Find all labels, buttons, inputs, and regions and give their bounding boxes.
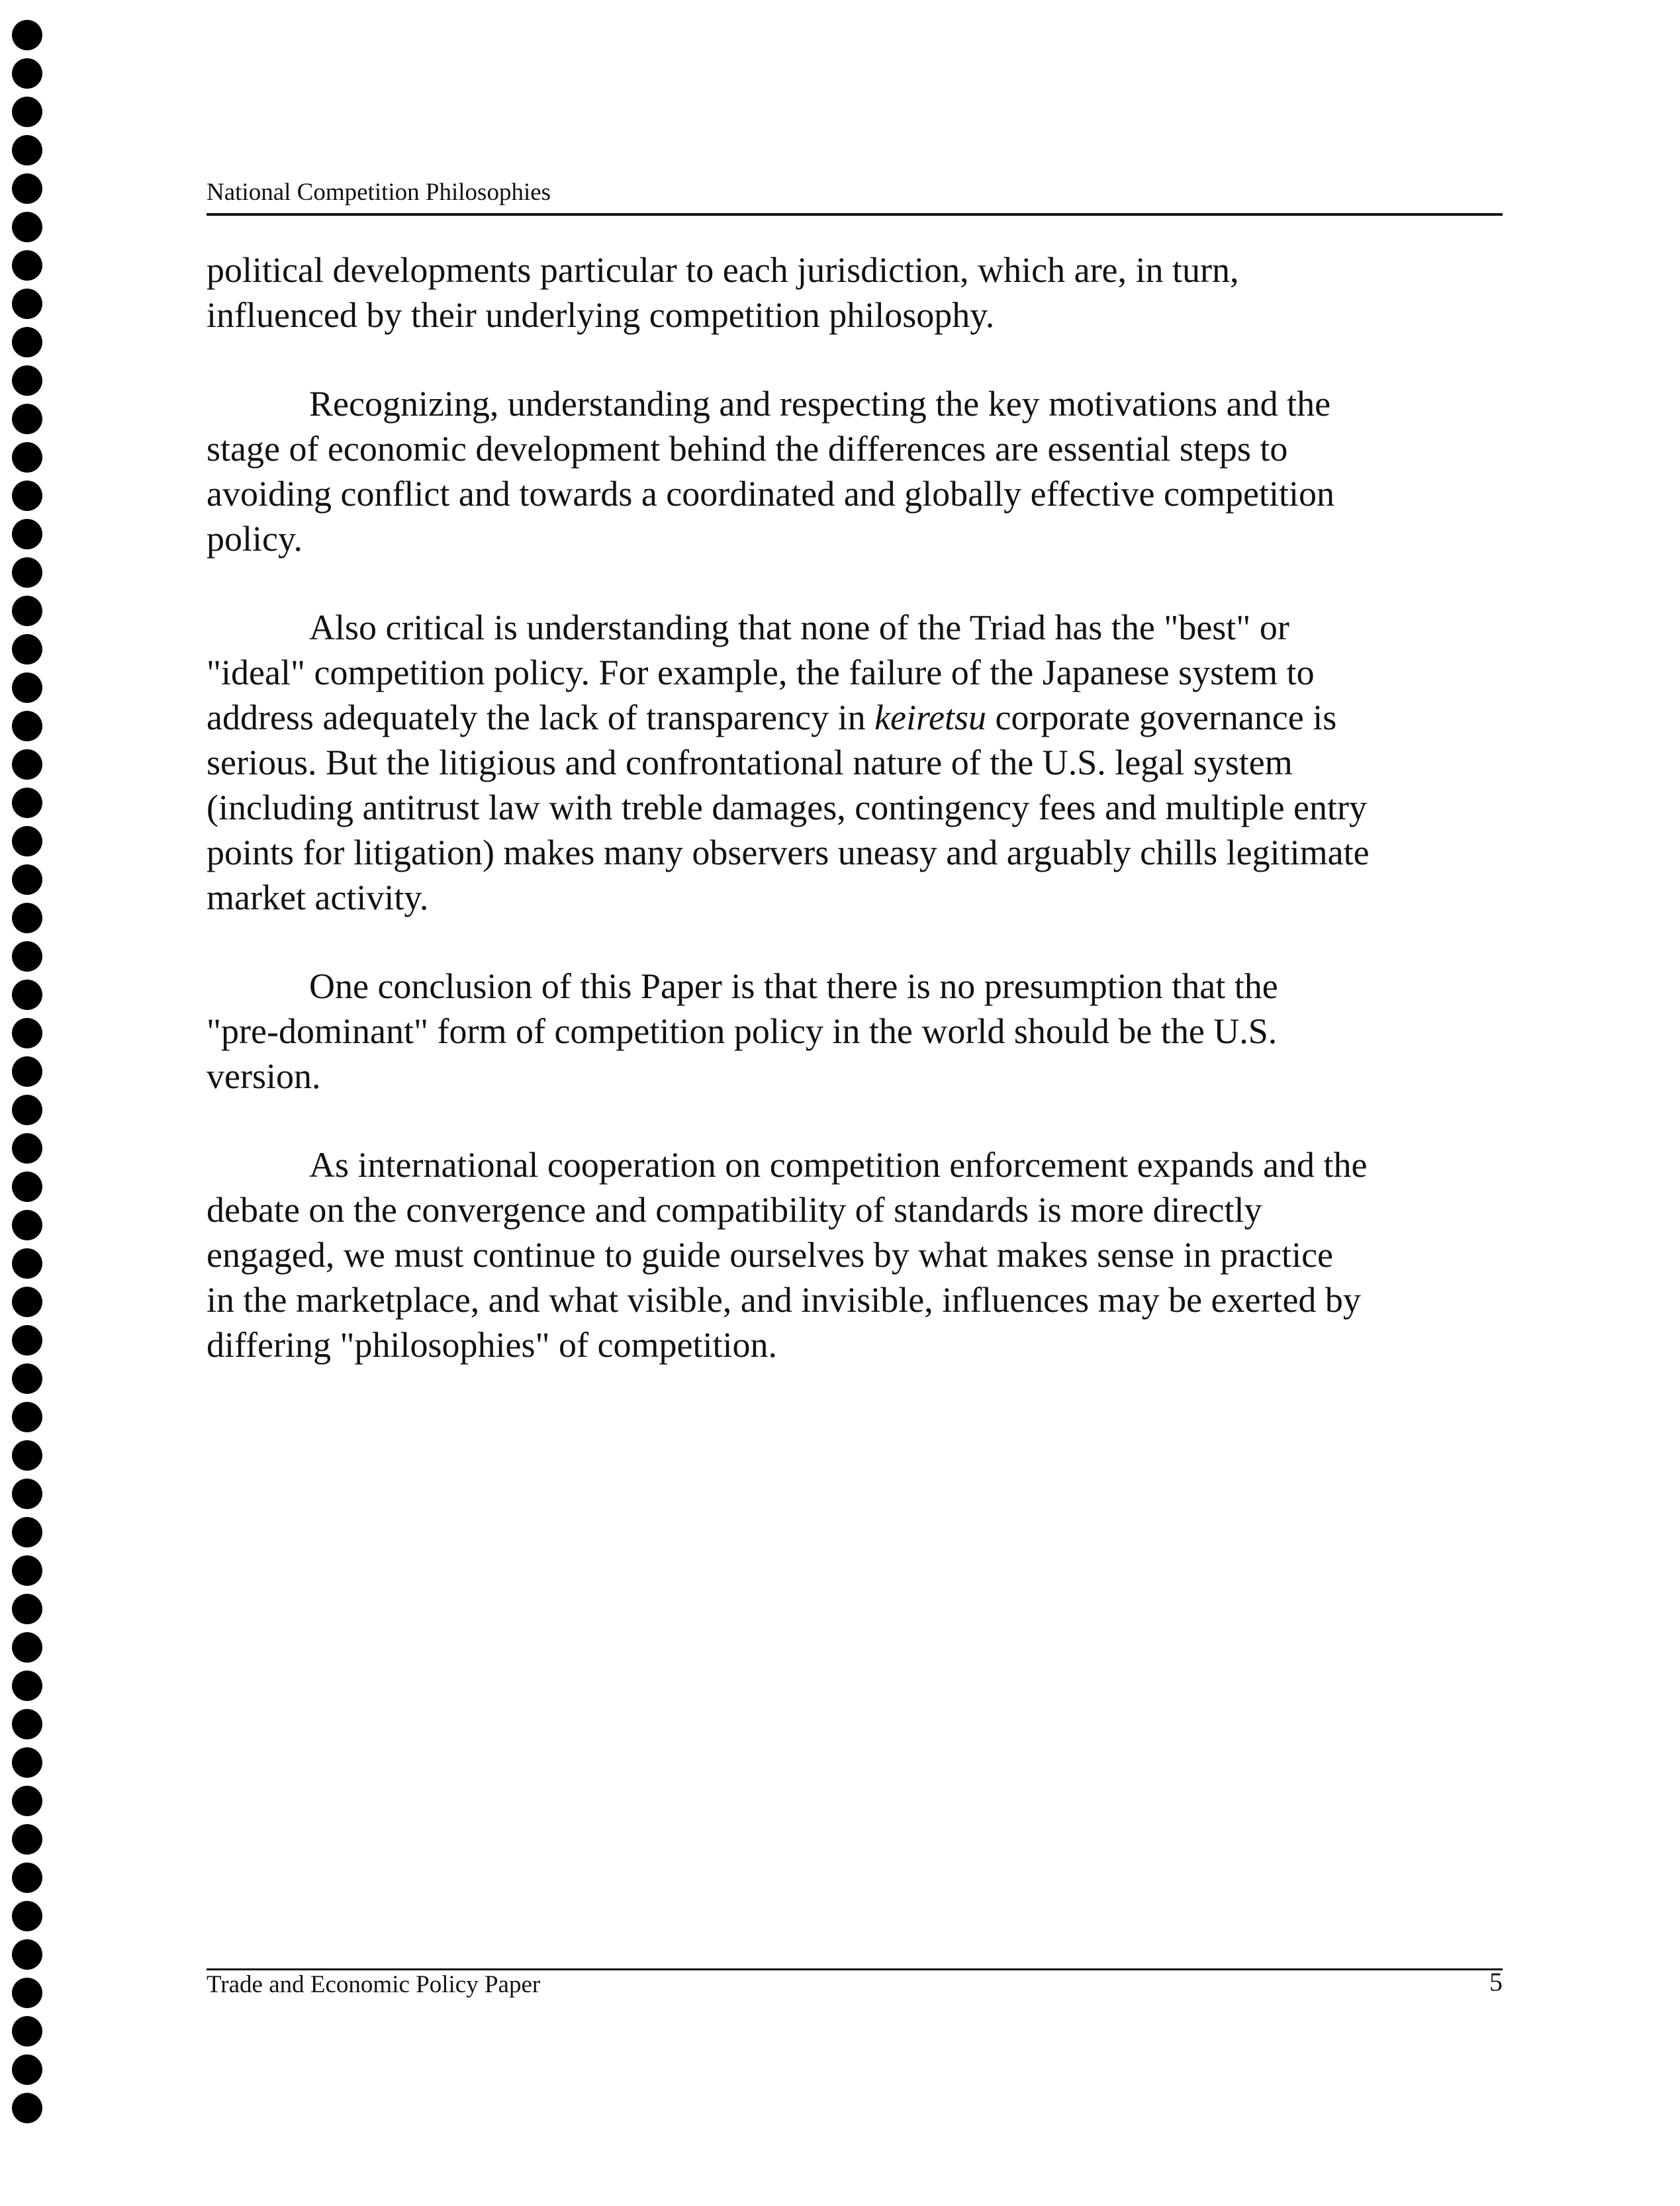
- text-line: Recognizing, understanding and respecting the key motivations and the: [309, 384, 1331, 424]
- punch-hole: [12, 1747, 42, 1778]
- punch-hole: [12, 596, 42, 626]
- punch-hole: [12, 442, 42, 473]
- paragraph-1: [207, 248, 1511, 338]
- punch-hole: [12, 2016, 42, 2046]
- punch-hole: [12, 557, 42, 588]
- paragraph-5: [207, 1142, 1511, 1367]
- footer-series-title: Trade and Economic Policy Paper: [207, 1971, 541, 1998]
- text-line: One conclusion of this Paper is that there is no presumption that the: [309, 966, 1278, 1006]
- text-line: Also critical is understanding that none of the Triad has the "best" or: [309, 608, 1289, 647]
- punch-hole: [12, 1901, 42, 1931]
- punch-hole: [12, 97, 42, 127]
- text-line: "ideal" competition policy. For example, the failure of the Japanese system to: [207, 653, 1315, 692]
- punch-hole: [12, 1824, 42, 1855]
- paragraph-3: [207, 605, 1511, 920]
- punch-hole: [12, 711, 42, 741]
- punch-hole: [12, 1133, 42, 1164]
- punch-hole: [12, 1402, 42, 1432]
- punch-hole: [12, 1210, 42, 1240]
- text-line: debate on the convergence and compatibility of standards is more directly: [207, 1190, 1262, 1230]
- running-header: National Competition Philosophies: [207, 179, 551, 206]
- punch-hole: [12, 519, 42, 549]
- text-line: points for litigation) makes many observers uneasy and arguably chills legitimate: [207, 833, 1370, 872]
- punch-hole: [12, 250, 42, 281]
- text-line: political developments particular to each jurisdiction, which are, in turn,: [207, 250, 1239, 290]
- punch-hole: [12, 1056, 42, 1087]
- punch-hole: [12, 135, 42, 165]
- text-segment: address adequately the lack of transparency in: [207, 698, 875, 737]
- punch-hole: [12, 672, 42, 703]
- text-line: "pre-dominant" form of competition policy in the world should be the U.S.: [207, 1011, 1278, 1051]
- punch-hole: [12, 903, 42, 933]
- punch-hole: [12, 1978, 42, 2008]
- italic-term: keiretsu: [874, 698, 987, 737]
- punch-hole: [12, 212, 42, 242]
- text-line: engaged, we must continue to guide ourselves by what makes sense in practice: [207, 1235, 1334, 1275]
- punch-hole: [12, 1325, 42, 1356]
- punch-hole: [12, 1939, 42, 1970]
- punch-hole: [12, 1287, 42, 1317]
- punch-hole: [12, 1862, 42, 1893]
- page-number: 5: [1489, 1967, 1503, 1997]
- text-line: avoiding conflict and towards a coordinated and globally effective competition: [207, 474, 1334, 514]
- punch-hole: [12, 327, 42, 357]
- text-line-with-italic: [207, 695, 1511, 740]
- binder-punch-holes: [12, 20, 49, 2204]
- punch-hole: [12, 1440, 42, 1471]
- punch-hole: [12, 1517, 42, 1547]
- punch-hole: [12, 20, 42, 50]
- text-line: (including antitrust law with treble damages, contingency fees and multiple entry: [207, 788, 1367, 827]
- punch-hole: [12, 1709, 42, 1739]
- punch-hole: [12, 749, 42, 780]
- text-line: in the marketplace, and what visible, and invisible, influences may be exerted by: [207, 1280, 1361, 1320]
- body-text: [207, 248, 1511, 1411]
- punch-hole: [12, 826, 42, 856]
- punch-hole: [12, 941, 42, 972]
- punch-hole: [12, 864, 42, 895]
- text-line: As international cooperation on competition enforcement expands and the: [309, 1145, 1368, 1185]
- punch-hole: [12, 481, 42, 511]
- punch-hole: [12, 1095, 42, 1125]
- text-line: market activity.: [207, 878, 429, 917]
- punch-hole: [12, 1248, 42, 1279]
- punch-hole: [12, 788, 42, 818]
- punch-hole: [12, 2093, 42, 2123]
- punch-hole: [12, 1363, 42, 1394]
- text-line: policy.: [207, 519, 303, 559]
- paragraph-4: [207, 964, 1511, 1099]
- punch-hole: [12, 1555, 42, 1586]
- punch-hole: [12, 58, 42, 89]
- text-line: stage of economic development behind the differences are essential steps to: [207, 429, 1288, 469]
- punch-hole: [12, 404, 42, 434]
- punch-hole: [12, 1594, 42, 1624]
- text-line: serious. But the litigious and confrontational nature of the U.S. legal system: [207, 743, 1293, 782]
- punch-hole: [12, 980, 42, 1010]
- paragraph-2: [207, 381, 1511, 561]
- punch-hole: [12, 2054, 42, 2085]
- text-line: version.: [207, 1056, 321, 1096]
- text-segment: corporate governance is: [986, 698, 1337, 737]
- punch-hole: [12, 1671, 42, 1701]
- punch-hole: [12, 365, 42, 396]
- punch-hole: [12, 1018, 42, 1048]
- punch-hole: [12, 1479, 42, 1509]
- punch-hole: [12, 634, 42, 665]
- punch-hole: [12, 173, 42, 204]
- punch-hole: [12, 1632, 42, 1663]
- punch-hole: [12, 1172, 42, 1202]
- punch-hole: [12, 1786, 42, 1816]
- punch-hole: [12, 289, 42, 319]
- text-line: differing "philosophies" of competition.: [207, 1325, 777, 1365]
- header-rule: [207, 213, 1503, 216]
- text-line: influenced by their underlying competition philosophy.: [207, 295, 995, 335]
